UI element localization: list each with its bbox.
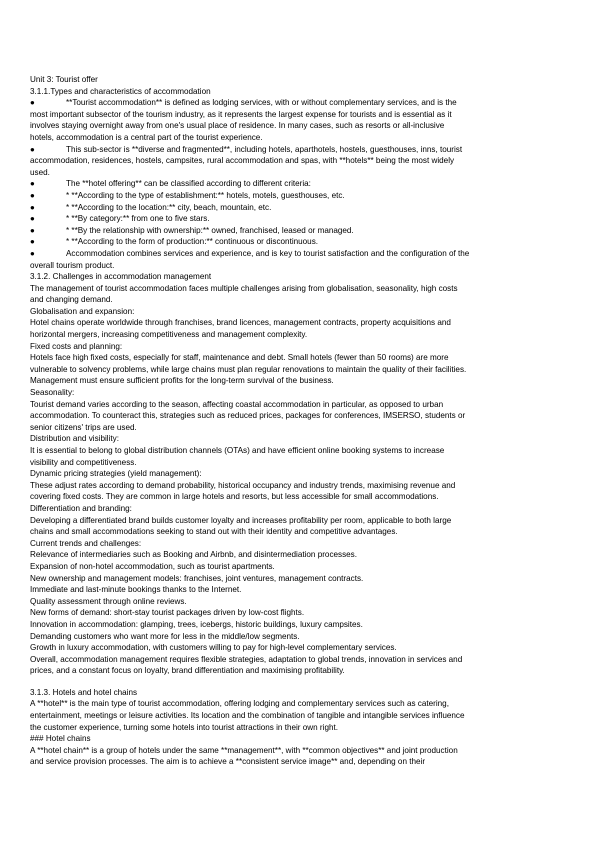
text-line: the customer experience, turning some hotels into tourist attractions in their own right. bbox=[30, 722, 339, 732]
section-heading-3-1-2: 3.1.2. Challenges in accommodation management bbox=[30, 272, 212, 282]
text-line: visibility and competitiveness. bbox=[30, 457, 137, 467]
section-heading-3-1-3: 3.1.3. Hotels and hotel chains bbox=[30, 687, 138, 697]
bullet-marker: ● bbox=[30, 237, 35, 247]
bullet-marker: ● bbox=[30, 248, 35, 258]
text-line: These adjust rates according to demand probability, historical occupancy and industry trends, maximising revenue and bbox=[30, 480, 456, 490]
bullet-list-item bbox=[30, 190, 572, 202]
subheading: Fixed costs and planning: bbox=[30, 341, 123, 351]
paragraph-gap bbox=[30, 677, 572, 687]
text-line: used. bbox=[30, 167, 50, 177]
text-line: involves staying overnight away from one's usual place of residence. In many cases, such as resorts or all-inclusive bbox=[30, 121, 445, 131]
text-line: overall tourism product. bbox=[30, 260, 115, 270]
text-line: New ownership and management models: franchises, joint ventures, management contracts. bbox=[30, 573, 364, 583]
text-line: Management must ensure sufficient profits for the long-term survival of the business. bbox=[30, 376, 334, 386]
bullet-list-item bbox=[30, 213, 572, 225]
text-line: Hotel chains operate worldwide through franchises, brand licences, management contracts, property acquisitions and bbox=[30, 318, 451, 328]
text-line: Accommodation combines services and experience, and is key to tourist satisfaction and the configuration of the bbox=[66, 248, 470, 258]
bullet-marker: ● bbox=[30, 214, 35, 224]
text-line: Quality assessment through online reviews. bbox=[30, 596, 187, 606]
text-line: Hotels face high fixed costs, especially for staff, maintenance and debt. Small hotels (fewer than 50 rooms) are more bbox=[30, 353, 449, 363]
bullet-marker: ● bbox=[30, 144, 35, 154]
text-line: entertainment, meetings or leisure activities. Its location and the combination of tangible and intangible services influence bbox=[30, 711, 465, 721]
unit-title: Unit 3: Tourist offer bbox=[30, 75, 98, 84]
text-line: most important subsector of the tourism industry, as it represents the largest expense for tourists and is essential as it bbox=[30, 109, 452, 119]
subheading: Dynamic pricing strategies (yield management): bbox=[30, 469, 202, 479]
text-line: Overall, accommodation management requires flexible strategies, adaptation to global trends, innovation in services and bbox=[30, 654, 463, 664]
bullet-list-item bbox=[30, 202, 572, 214]
text-line: A **hotel** is the main type of tourist accommodation, offering lodging and complementary services such as catering, bbox=[30, 699, 449, 709]
text-line: prices, and a constant focus on loyalty, brand differentiation and maximising profitability. bbox=[30, 666, 345, 676]
bullet-list-item bbox=[30, 225, 572, 237]
text-line: * **According to the form of production:** continuous or discontinuous. bbox=[66, 237, 319, 247]
text-line: * **According to the location:** city, beach, mountain, etc. bbox=[66, 202, 272, 212]
text-line: hotels, accommodation is a central part of the tourist experience. bbox=[30, 132, 263, 142]
subheading: ### Hotel chains bbox=[30, 734, 91, 744]
bullet-paragraph bbox=[30, 178, 572, 190]
section-heading-3-1-1: 3.1.1.Types and characteristics of accommodation bbox=[30, 86, 211, 96]
text-line: vulnerable to solvency problems, while large chains must plan regular renovations to maintain the quality of their facilities. bbox=[30, 364, 467, 374]
bullet-paragraph bbox=[30, 97, 572, 109]
bullet-marker: ● bbox=[30, 98, 35, 108]
bullet-paragraph bbox=[30, 248, 572, 260]
text-line: Relevance of intermediaries such as Booking and Airbnb, and disintermediation processes. bbox=[30, 550, 357, 560]
text-line: * **By the relationship with ownership:** owned, franchised, leased or managed. bbox=[66, 225, 354, 235]
bullet-list-item bbox=[30, 236, 572, 248]
bullet-marker: ● bbox=[30, 225, 35, 235]
text-line: covering fixed costs. They are common in large hotels and resorts, but less accessible for small accommodations. bbox=[30, 492, 439, 502]
text-line: chains and small accommodations seeking to stand out with their identity and competitive advantages. bbox=[30, 527, 398, 537]
text-line: Immediate and last-minute bookings thanks to the Internet. bbox=[30, 585, 242, 595]
text-line: senior citizens' trips are used. bbox=[30, 422, 137, 432]
subheading: Seasonality: bbox=[30, 388, 75, 398]
text-line: * **By category:** from one to five stars. bbox=[66, 214, 210, 224]
bullet-marker: ● bbox=[30, 202, 35, 212]
text-line: accommodation. To counteract this, strategies such as reduced prices, packages for conferences, IMSERSO, students or bbox=[30, 411, 466, 421]
bullet-paragraph bbox=[30, 144, 572, 156]
text-line: A **hotel chain** is a group of hotels under the same **management**, with **common objectives** and joint production bbox=[30, 745, 458, 755]
text-line: The **hotel offering** can be classified according to different criteria: bbox=[66, 179, 311, 189]
text-line: This sub-sector is **diverse and fragmented**, including hotels, aparthotels, hostels, guesthouses, inns, tourist bbox=[66, 144, 463, 154]
text-line: Developing a differentiated brand builds customer loyalty and increases profitability per room, applicable to both large bbox=[30, 515, 452, 525]
text-line: Demanding customers who want more for less in the middle/low segments. bbox=[30, 631, 300, 641]
subheading: Current trends and challenges: bbox=[30, 538, 142, 548]
text-line: Growth in luxury accommodation, with customers willing to pay for high-level complementary services. bbox=[30, 643, 397, 653]
text-line: Innovation in accommodation: glamping, trees, icebergs, historic buildings, luxury campsites. bbox=[30, 619, 363, 629]
bullet-marker: ● bbox=[30, 190, 35, 200]
text-line: horizontal mergers, increasing competitiveness and management complexity. bbox=[30, 330, 308, 340]
text-line: New forms of demand: short-stay tourist packages driven by low-cost flights. bbox=[30, 608, 305, 618]
bullet-marker: ● bbox=[30, 179, 35, 189]
text-line: accommodation, residences, hostels, campsites, rural accommodation and spas, with **hotels** being the most widely bbox=[30, 156, 455, 166]
subheading: Globalisation and expansion: bbox=[30, 306, 135, 316]
subheading: Distribution and visibility: bbox=[30, 434, 119, 444]
text-line: and service provision processes. The aim is to achieve a **consistent service image** and, depending on their bbox=[30, 757, 426, 767]
text-line: Tourist demand varies according to the season, affecting coastal accommodation in particular, as opposed to urban bbox=[30, 399, 444, 409]
text-line: and changing demand. bbox=[30, 295, 113, 305]
text-line: Expansion of non-hotel accommodation, such as tourist apartments. bbox=[30, 561, 275, 571]
text-line: * **According to the type of establishment:** hotels, motels, guesthouses, etc. bbox=[66, 190, 345, 200]
text-line: The management of tourist accommodation faces multiple challenges arising from globalisation, seasonality, high costs bbox=[30, 283, 458, 293]
subheading: Differentiation and branding: bbox=[30, 503, 132, 513]
text-line: **Tourist accommodation** is defined as lodging services, with or without complementary services, and is the bbox=[66, 98, 457, 108]
text-line: It is essential to belong to global distribution channels (OTAs) and have efficient online booking systems to increase bbox=[30, 446, 445, 455]
